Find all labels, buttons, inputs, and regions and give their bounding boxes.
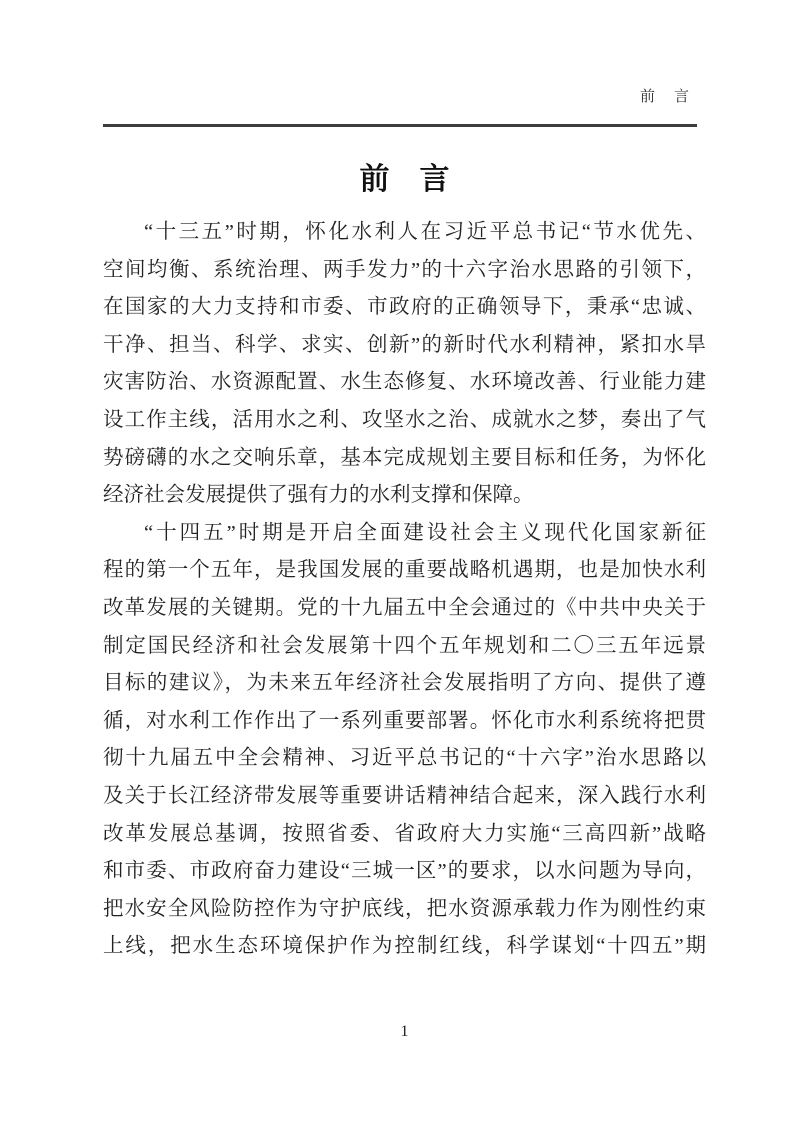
body-line: 势磅礴的水之交响乐章，基本完成规划主要目标和任务，为怀化 xyxy=(103,446,706,469)
body-line: 改革发展总基调，按照省委、省政府大力实施“三高四新”战略 xyxy=(103,822,706,845)
document-body xyxy=(103,214,706,966)
body-line: 空间均衡、系统治理、两手发力”的十六字治水思路的引领下， xyxy=(103,258,706,281)
body-line: 灾害防治、水资源配置、水生态修复、水环境改善、行业能力建 xyxy=(103,371,706,394)
body-line: 干净、担当、科学、求实、创新”的新时代水利精神，紧扣水旱 xyxy=(103,333,706,356)
body-line: 经济社会发展提供了强有力的水利支撑和保障。 xyxy=(103,484,534,507)
body-line: 彻十九届五中全会精神、习近平总书记的“十六字”治水思路以 xyxy=(103,747,706,770)
running-header-title: 前 言 xyxy=(639,88,691,105)
body-line: 改革发展的关键期。党的十九届五中全会通过的《中共中央关于 xyxy=(103,596,706,619)
body-line: 制定国民经济和社会发展第十四个五年规划和二〇三五年远景 xyxy=(103,634,706,657)
page-title: 前 言 xyxy=(359,163,450,196)
body-line: 上线，把水生态环境保护作为控制红线，科学谋划“十四五”期 xyxy=(103,935,706,958)
page-footer xyxy=(103,1023,706,1041)
body-line: “十四五”时期是开启全面建设社会主义现代化国家新征 xyxy=(144,521,706,544)
body-line: 程的第一个五年，是我国发展的重要战略机遇期，也是加快水利 xyxy=(103,559,706,582)
page-number: 1 xyxy=(400,1023,409,1040)
body-line: 在国家的大力支持和市委、市政府的正确领导下，秉承“忠诚、 xyxy=(103,296,706,319)
body-line: “十三五”时期，怀化水利人在习近平总书记“节水优先、 xyxy=(144,221,706,243)
body-line: 目标的建议》，为未来五年经济社会发展指明了方向、提供了遵 xyxy=(103,672,706,695)
body-line: 循，对水利工作作出了一系列重要部署。怀化市水利系统将把贯 xyxy=(103,709,706,732)
body-line: 和市委、市政府奋力建设“三城一区”的要求，以水问题为导向， xyxy=(103,860,706,883)
header-rule xyxy=(103,124,697,127)
body-line: 把水安全风险防控作为守护底线，把水资源承载力作为刚性约束 xyxy=(103,897,706,920)
running-header xyxy=(103,85,697,106)
body-line: 及关于长江经济带发展等重要讲话精神结合起来，深入践行水利 xyxy=(103,784,706,807)
body-line: 设工作主线，活用水之利、攻坚水之治、成就水之梦，奏出了气 xyxy=(103,408,706,431)
